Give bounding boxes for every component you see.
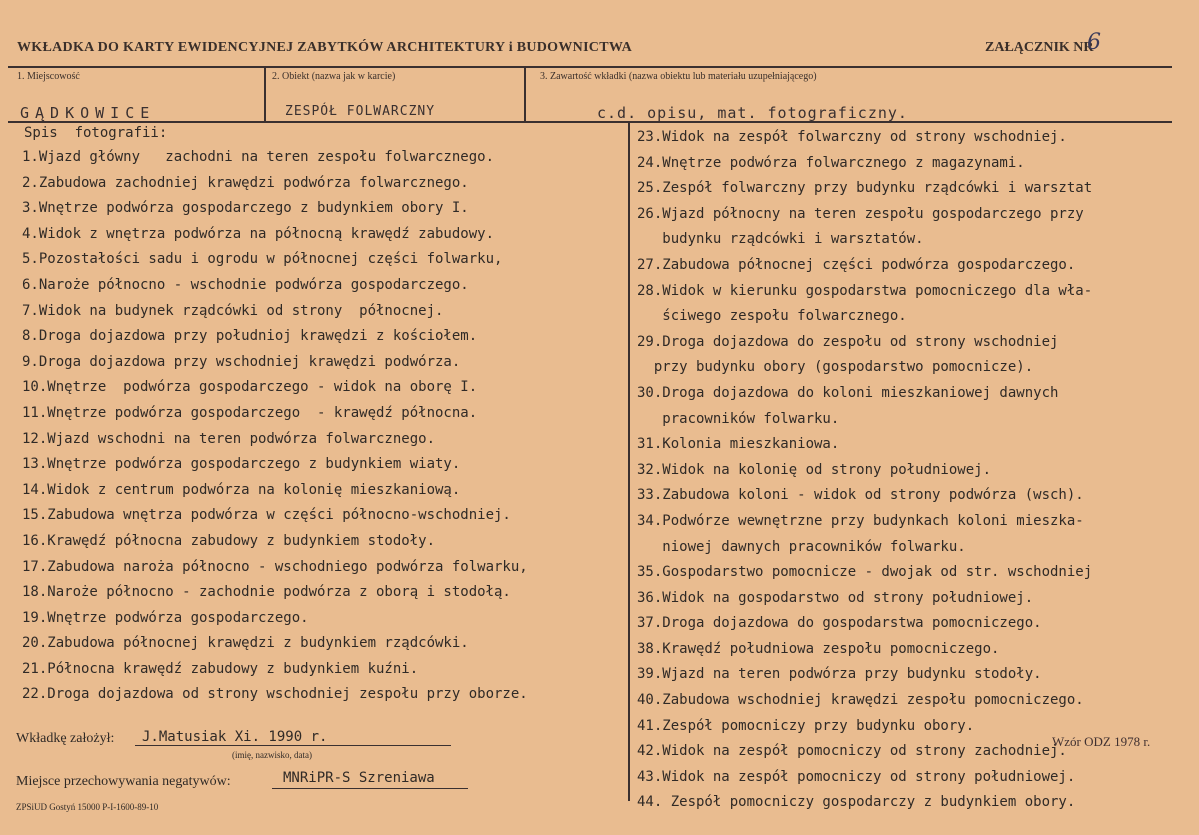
photo-list-item: 29.Droga dojazdowa do zespołu od strony wschodniej — [637, 333, 1059, 350]
photo-list-item: 12.Wjazd wschodni na teren podwórza folwarcznego. — [22, 430, 436, 447]
photo-list-item: 40.Zabudowa wschodniej krawędzi zespołu pomocniczego. — [637, 692, 1084, 709]
print-info: ZPSiUD Gostyń 15000 P-I-1600-89-10 — [16, 802, 159, 812]
photo-list-item: 7.Widok na budynek rządcówki od strony północnej. — [22, 302, 444, 319]
field1-label: 1. Miejscowość — [17, 71, 80, 82]
photo-list-item: 30.Droga dojazdowa do koloni mieszkaniowej dawnych — [637, 384, 1059, 401]
photo-list-item: pracowników folwarku. — [637, 410, 840, 427]
photo-list-item: 14.Widok z centrum podwórza na kolonię mieszkaniową. — [22, 481, 461, 498]
field3-value: c.d. opisu, mat. fotograficzny. — [597, 104, 908, 122]
photo-list-item: 38.Krawędź południowa zespołu pomocniczego. — [637, 640, 1000, 657]
storage-underline — [272, 788, 468, 789]
photo-list-item: 16.Krawędź północna zabudowy z budynkiem stodoły. — [22, 532, 436, 549]
photo-list-item: 35.Gospodarstwo pomocnicze - dwojak od str. wschodniej — [637, 564, 1093, 581]
photo-list-item: 4.Widok z wnętrza podwórza na północną krawędź zabudowy. — [22, 225, 495, 242]
photo-list-item: 23.Widok na zespół folwarczny od strony wschodniej. — [637, 129, 1067, 145]
photo-list-item: 28.Widok w kierunku gospodarstwa pomocniczego dla wła- — [637, 282, 1093, 299]
field1-value: GĄDKOWICE — [20, 104, 156, 122]
photo-list-item: 3.Wnętrze podwórza gospodarczego z budynkiem obory I. — [22, 200, 469, 217]
storage-value: MNRiPR-S Szreniawa — [283, 770, 435, 786]
photo-list-item: 37.Droga dojazdowa do gospodarstwa pomocniczego. — [637, 615, 1042, 632]
field3-label: 3. Zawartość wkładki (nazwa obiektu lub materiału uzupełniającego) — [540, 71, 817, 82]
photo-list-item: 6.Naroże północno - wschodnie podwórza gospodarczego. — [22, 276, 469, 293]
photo-list-item: 31.Kolonia mieszkaniowa. — [637, 436, 840, 453]
photo-list-item: budynku rządcówki i warsztatów. — [637, 231, 924, 248]
column-divider — [628, 121, 630, 801]
attachment-number: 6 — [1087, 30, 1101, 55]
photo-list-item: ściwego zespołu folwarcznego. — [637, 308, 907, 325]
photo-list-right — [637, 125, 1092, 816]
photo-list-item: 32.Widok na kolonię od strony południowej. — [637, 461, 992, 478]
photo-list-item: 44. Zespół pomocniczy gospodarczy z budynkiem obory. — [637, 794, 1076, 811]
card-title: WKŁADKA DO KARTY EWIDENCYJNEJ ZABYTKÓW ARCHITEKTURY i BUDOWNICTWA — [17, 40, 633, 55]
photo-list-item: 39.Wjazd na teren podwórza przy budynku stodoły. — [637, 666, 1042, 683]
created-by-hint: (imię, nazwisko, data) — [232, 750, 312, 760]
field2-label: 2. Obiekt (nazwa jak w karcie) — [272, 71, 396, 82]
photo-list-item: 9.Droga dojazdowa przy wschodniej krawędzi podwórza. — [22, 353, 461, 370]
created-by-label: Wkładkę założył: — [16, 731, 115, 746]
photo-list-item: 41.Zespół pomocniczy przy budynku obory. — [637, 717, 975, 734]
field-divider-1 — [264, 66, 266, 122]
photo-list-item: 34.Podwórze wewnętrzne przy budynkach koloni mieszka- — [637, 512, 1084, 529]
photo-list-item: 42.Widok na zespół pomocniczy od strony zachodniej. — [637, 743, 1067, 760]
field-divider-2 — [524, 66, 526, 122]
photo-list-item: 27.Zabudowa północnej części podwórza gospodarczego. — [637, 256, 1076, 273]
photo-list-item: 33.Zabudowa koloni - widok od strony podwórza (wsch). — [637, 487, 1084, 504]
photo-list-item: 36.Widok na gospodarstwo od strony południowej. — [637, 589, 1034, 606]
photo-list-item: 1.Wjazd główny zachodni na teren zespołu folwarcznego. — [22, 149, 495, 165]
photo-list-item: 22.Droga dojazdowa od strony wschodniej zespołu przy oborze. — [22, 686, 528, 703]
photo-list-item: niowej dawnych pracowników folwarku. — [637, 538, 966, 555]
photo-list-item: 15.Zabudowa wnętrza podwórza w części północno-wschodniej. — [22, 507, 511, 524]
photo-list-item: 43.Widok na zespół pomocniczy od strony południowej. — [637, 768, 1076, 785]
form-code: Wzór ODZ 1978 r. — [1052, 734, 1151, 749]
created-by-value: J.Matusiak Xi. 1990 r. — [142, 729, 328, 745]
photo-list-left — [22, 145, 528, 708]
photo-list-item: 5.Pozostałości sadu i ogrodu w północnej części folwarku, — [22, 251, 503, 268]
photo-list-item: 21.Północna krawędź zabudowy z budynkiem kuźni. — [22, 660, 419, 677]
storage-label: Miejsce przechowywania negatywów: — [16, 774, 231, 789]
photo-list-item: przy budynku obory (gospodarstwo pomocnicze). — [637, 359, 1034, 376]
fields-rule — [8, 121, 1172, 123]
photo-list-item: 18.Naroże północno - zachodnie podwórza z oborą i stodołą. — [22, 584, 511, 601]
photo-list-item: 26.Wjazd północny na teren zespołu gospodarczego przy — [637, 205, 1084, 222]
list-heading: Spis fotografii: — [24, 125, 168, 141]
photo-list-item: 11.Wnętrze podwórza gospodarczego - krawędź północna. — [22, 404, 478, 421]
attachment-label: ZAŁĄCZNIK NR — [985, 40, 1094, 55]
header-rule — [8, 66, 1172, 68]
photo-list-item: 10.Wnętrze podwórza gospodarczego - widok na oborę I. — [22, 379, 478, 396]
photo-list-item: 13.Wnętrze podwórza gospodarczego z budynkiem wiaty. — [22, 456, 461, 473]
photo-list-item: 24.Wnętrze podwórza folwarcznego z magazynami. — [637, 154, 1025, 171]
photo-list-item: 2.Zabudowa zachodniej krawędzi podwórza folwarcznego. — [22, 174, 469, 191]
photo-list-item: 19.Wnętrze podwórza gospodarczego. — [22, 609, 309, 626]
photo-list-item: 17.Zabudowa naroża północno - wschodniego podwórza folwarku, — [22, 558, 528, 575]
field2-value: ZESPÓŁ FOLWARCZNY — [285, 104, 436, 119]
photo-list-item: 20.Zabudowa północnej krawędzi z budynkiem rządcówki. — [22, 635, 469, 652]
photo-list-item: 8.Droga dojazdowa przy południoj krawędzi z kościołem. — [22, 328, 478, 345]
created-by-underline — [135, 745, 451, 746]
photo-list-item: 25.Zespół folwarczny przy budynku rządcówki i warsztat — [637, 180, 1093, 197]
